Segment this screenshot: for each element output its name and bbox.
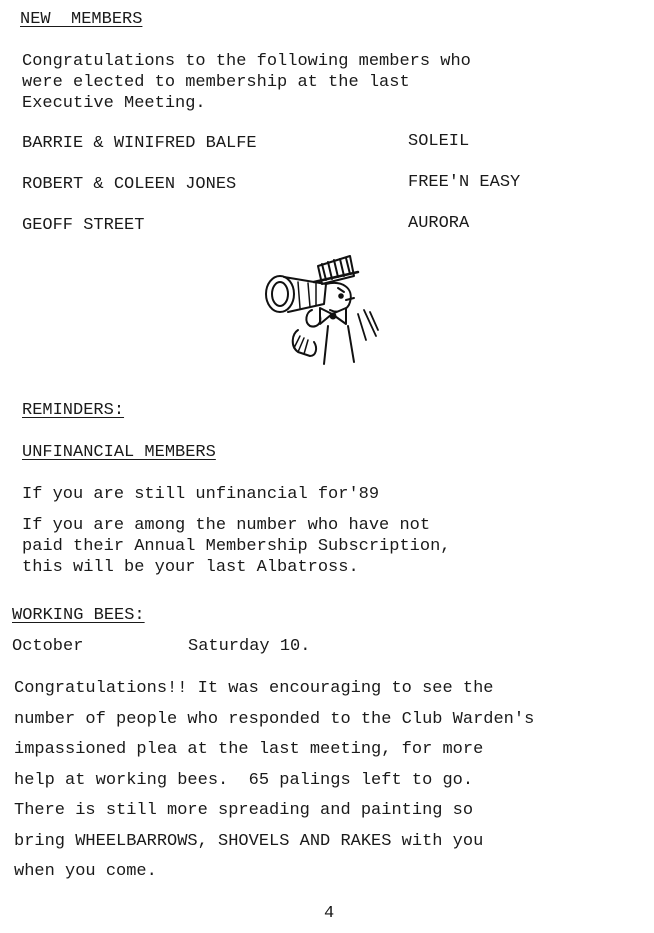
megaphone-crier-icon (258, 252, 382, 370)
new-members-intro: Congratulations to the following members who were elected to membership at the last Executive Meeting. (22, 52, 471, 113)
reminders-heading: REMINDERS: (22, 401, 125, 420)
working-bees-body: Congratulations!! It was encouraging to see the number of people who responded to the Club Warden's impassioned plea at the last meeting, for more help at working bees. 65 palings left to go. There is still more spreading and painting so bring WHEELBARROWS, SHOVELS AND RAKES with you when you come. (14, 679, 535, 881)
unfinancial-line (22, 485, 379, 504)
member-names: GEOFF STREET (22, 216, 145, 235)
working-bee-month: October (12, 637, 84, 656)
member-names: BARRIE & WINIFRED BALFE (22, 134, 257, 153)
member-names: ROBERT & COLEEN JONES (22, 175, 237, 194)
working-bee-date: Saturday 10. (188, 637, 311, 656)
page-number: 4 (324, 904, 335, 923)
new-members-heading: NEW MEMBERS (20, 10, 143, 29)
member-boat: FREE'N EASY (408, 173, 521, 192)
unfinancial-year: '89 (348, 485, 380, 504)
unfinancial-line-text: If you are still unfinancial for (22, 485, 349, 504)
unfinancial-members-heading: UNFINANCIAL MEMBERS (22, 443, 216, 462)
unfinancial-notice: If you are among the number who have not paid their Annual Membership Subscription, this will be your last Albatross. (22, 516, 451, 577)
member-boat: SOLEIL (408, 132, 470, 151)
member-boat: AURORA (408, 214, 470, 233)
working-bees-heading: WORKING BEES: (12, 606, 145, 625)
